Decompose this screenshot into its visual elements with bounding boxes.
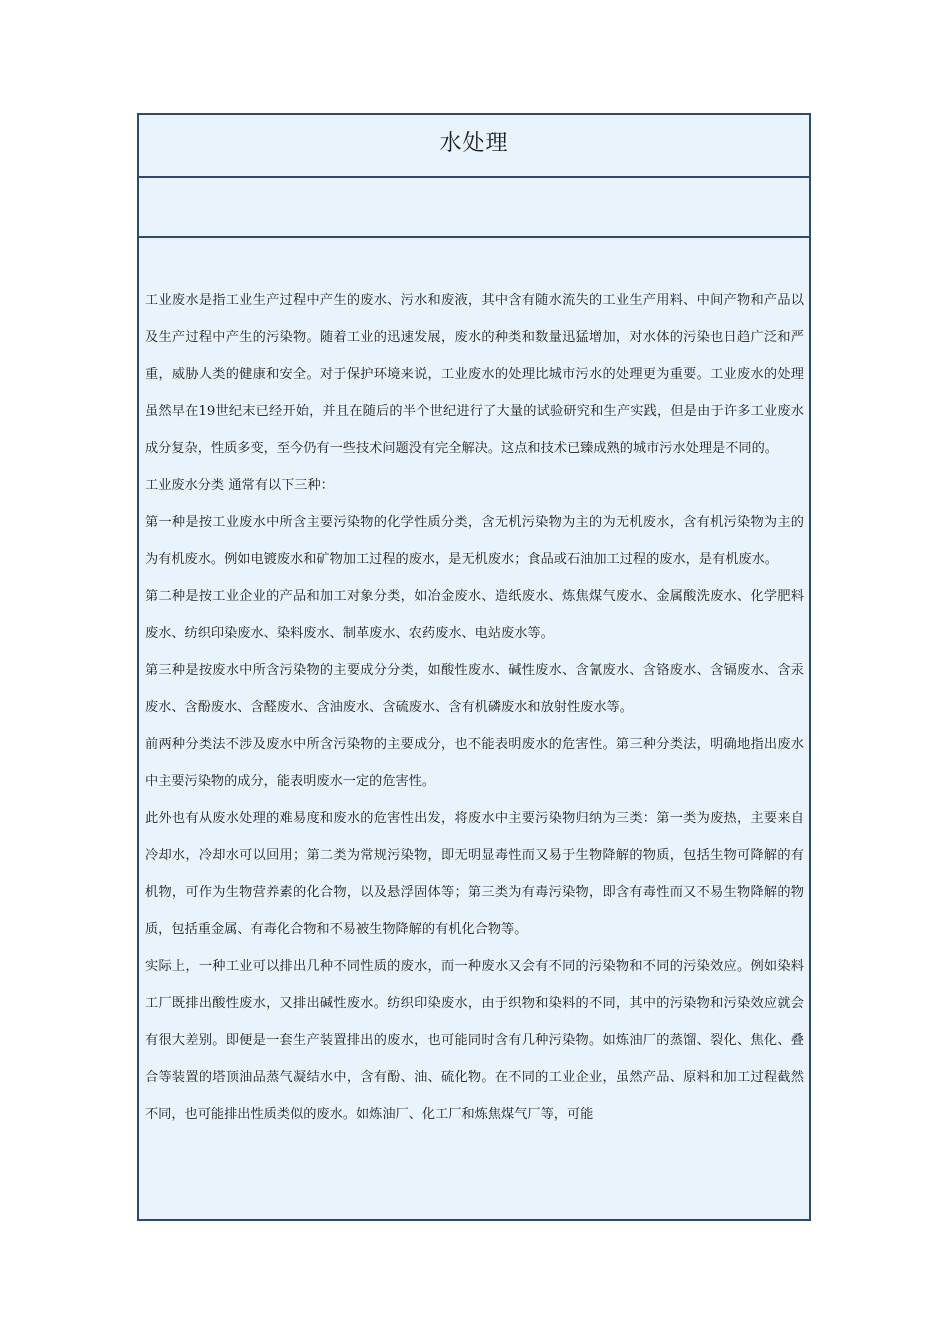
paragraph-practice: 实际上，一种工业可以排出几种不同性质的废水，而一种废水又会有不同的污染物和不同的污染效应。例如染料工厂既排出酸性废水，又排出碱性废水。纺织印染废水，由于织物和染料的不同，其中的污染物和污染效应就会有很大差别。即便是一套生产装置排出的废水，也可能同时含有几种污染物。如炼油厂的蒸馏、裂化、焦化、叠合等装置的塔顶油品蒸气凝结水中，含有酚、油、硫化物。在不同的工业企业，虽然产品、原料和加工过程截然不同，也可能排出性质类似的废水。如炼油厂、化工厂和炼焦煤气厂等，可能	[145, 959, 804, 1122]
paragraph-second-type: 第二种是按工业企业的产品和加工对象分类，如冶金废水、造纸废水、炼焦煤气废水、金属酸洗废水、化学肥料废水、纺织印染废水、染料废水、制革废水、农药废水、电站废水等。	[145, 589, 804, 641]
document-title: 水处理	[439, 131, 509, 156]
document-table	[137, 113, 811, 1221]
title-row	[139, 115, 809, 178]
paragraph-comparison: 前两种分类法不涉及废水中所含污染物的主要成分，也不能表明废水的危害性。第三种分类法，明确地指出废水中主要污染物的成分，能表明废水一定的危害性。	[145, 737, 804, 789]
paragraph-intro: 工业废水是指工业生产过程中产生的废水、污水和废液，其中含有随水流失的工业生产用料、中间产物和产品以及生产过程中产生的污染物。随着工业的迅速发展，废水的种类和数量迅猛增加，对水体的污染也日趋广泛和严重，威胁人类的健康和安全。对于保护环境来说，工业废水的处理比城市污水的处理更为重要。工业废水的处理虽然早在19世纪末已经开始，并且在随后的半个世纪进行了大量的试验研究和生产实践，但是由于许多工业废水成分复杂，性质多变，至今仍有一些技术问题没有完全解决。这点和技术已臻成熟的城市污水处理是不同的。	[145, 293, 804, 456]
paragraph-three-categories: 此外也有从废水处理的难易度和废水的危害性出发，将废水中主要污染物归纳为三类：第一类为废热，主要来自冷却水，冷却水可以回用；第二类为常规污染物，即无明显毒性而又易于生物降解的物质，包括生物可降解的有机物，可作为生物营养素的化合物，以及悬浮固体等；第三类为有毒污染物，即含有毒性而又不易生物降解的物质，包括重金属、有毒化合物和不易被生物降解的有机化合物等。	[145, 811, 804, 937]
empty-row	[139, 178, 809, 238]
paragraph-first-type: 第一种是按工业废水中所含主要污染物的化学性质分类，含无机污染物为主的为无机废水，含有机污染物为主的为有机废水。例如电镀废水和矿物加工过程的废水，是无机废水；食品或石油加工过程的废水，是有机废水。	[145, 515, 804, 567]
paragraph-classification-heading: 工业废水分类 通常有以下三种：	[145, 478, 334, 493]
paragraph-third-type: 第三种是按废水中所含污染物的主要成分分类，如酸性废水、碱性废水、含氰废水、含铬废水、含镉废水、含汞废水、含酚废水、含醛废水、含油废水、含硫废水、含有机磷废水和放射性废水等。	[145, 663, 804, 715]
body-cell	[139, 238, 809, 1133]
